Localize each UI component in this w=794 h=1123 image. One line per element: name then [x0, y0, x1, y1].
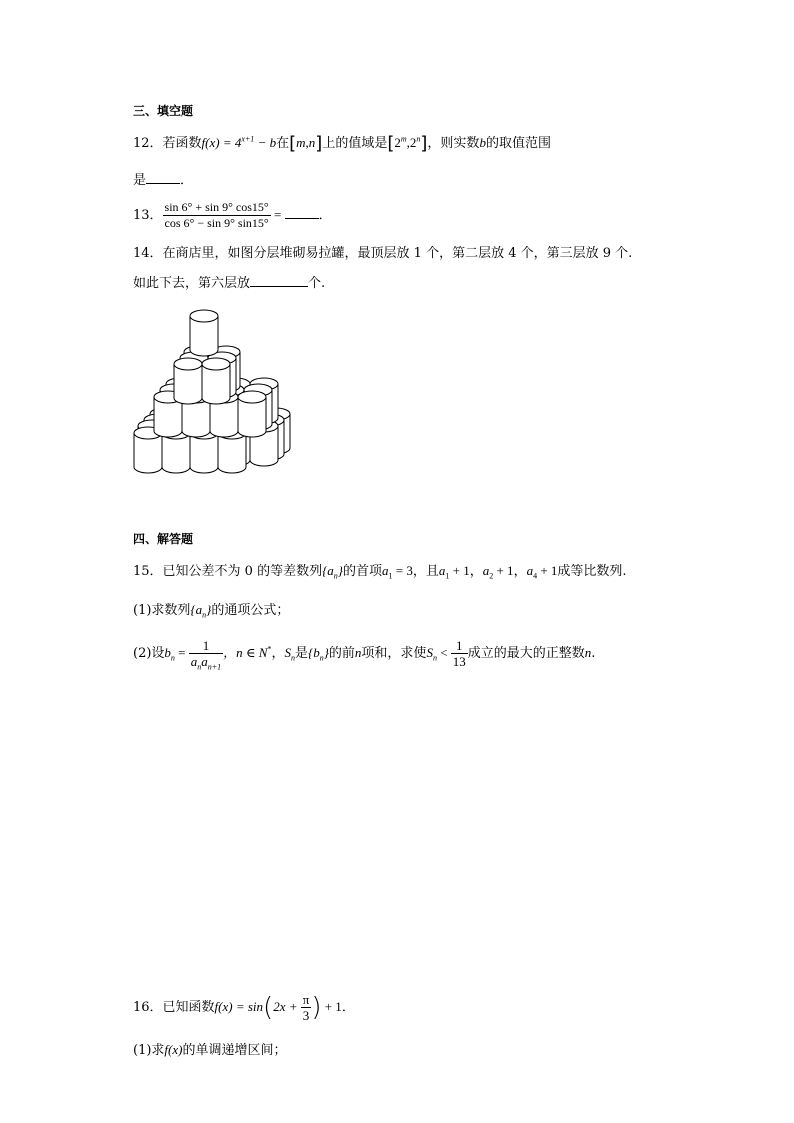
q14-line2-post: 个.: [308, 276, 326, 291]
q15-sn2: S: [426, 645, 433, 660]
q15-text-geo: 成等比数列.: [557, 564, 627, 579]
q12-bracket-right: ]: [315, 133, 323, 154]
q15-period: .: [591, 646, 596, 661]
q13-fraction: [163, 200, 271, 231]
q15-bn-frac-num: 1: [189, 638, 223, 654]
section-heading-fill-in: 三、填空题: [133, 104, 194, 118]
q15-den-b: a: [201, 654, 208, 669]
q12-interval: m,n: [296, 135, 316, 150]
q15-bn-sub: n: [170, 653, 175, 663]
question-14-line2: [133, 274, 325, 294]
q13-numerator: sin 6° + sin 9° cos15°: [164, 200, 269, 214]
q12-var-b: b: [479, 135, 486, 150]
q12-exponent: x+1: [241, 134, 255, 144]
q16-func: f(x) = sin: [214, 999, 264, 1014]
q15-bn-fraction: [189, 638, 223, 672]
q12-range-a-exp: m: [400, 134, 407, 144]
question-16-line1: [133, 990, 355, 1025]
q15-t2: a: [482, 563, 490, 578]
q15-ineq-num: 1: [451, 638, 468, 654]
q12-minus-b: − b: [254, 135, 277, 150]
q15-part1-post: 的通项公式；: [211, 603, 290, 618]
can-37: [190, 310, 218, 356]
q12-range-comma: ,: [406, 135, 410, 150]
section-heading-solve: 四、解答题: [133, 532, 194, 546]
q15-text-tail: 成立的最大的正整数: [467, 646, 585, 661]
q15-ineq-fraction: [451, 638, 468, 669]
q12-period: ．: [180, 173, 194, 188]
q16-part1-pre: (1)求: [133, 1043, 165, 1058]
q15-part1-seq-end: }: [206, 602, 212, 617]
q15-n-var: n: [354, 645, 362, 660]
q12-range-b-exp: n: [416, 134, 421, 144]
q15-t2-plus: + 1: [493, 563, 514, 578]
q15-t3-plus: + 1: [537, 563, 558, 578]
q12-prefix: 12．若函数: [133, 136, 202, 151]
q15-den-a: a: [190, 654, 198, 669]
q13-period: ．: [318, 208, 332, 223]
q15-a1: a: [382, 563, 389, 578]
question-15-part1: [133, 600, 289, 621]
question-12-line2: [133, 171, 193, 191]
q12-bracket-left: [: [289, 133, 297, 154]
q15-comma3: ，: [271, 646, 285, 661]
q16-pi-fraction: [301, 992, 312, 1023]
q15-lt: <: [436, 645, 451, 660]
q16-three: 3: [302, 1008, 310, 1023]
q15-part1-pre: (1)求数列: [133, 603, 191, 618]
q15-t3: a: [526, 563, 534, 578]
q14-answer-blank[interactable]: [250, 274, 308, 287]
q15-a1-sub: 1: [388, 571, 393, 581]
q16-part1-func: f(x): [164, 1042, 183, 1057]
q15-bn-eq: =: [174, 645, 189, 660]
question-16-part1: [133, 1040, 286, 1061]
q15-t1-sub: 1: [445, 571, 450, 581]
q15-sn-sub: n: [290, 653, 295, 663]
q12-answer-blank[interactable]: [146, 171, 180, 184]
q15-text-is: 是: [294, 646, 308, 661]
q12-line2-text: 是: [133, 173, 147, 188]
q16-period: ．: [341, 1000, 355, 1015]
question-12-line1: [133, 133, 551, 154]
q12-text-range: 上的值域是: [322, 136, 388, 151]
q16-pi: π: [302, 992, 310, 1007]
can-35: [174, 358, 202, 404]
q15-t3-sub: 4: [533, 571, 538, 581]
stacked-cans-figure: [128, 300, 298, 485]
q12-function: f(x) = 4: [201, 135, 242, 150]
q15-n-star: *: [267, 644, 272, 654]
question-15-part2: [133, 636, 595, 671]
q16-plus1: + 1: [321, 999, 342, 1014]
q15-sn: S: [284, 645, 291, 660]
q13-label: 13．: [133, 208, 163, 223]
can-36: [202, 358, 230, 404]
q15-part1-seq: {a: [190, 602, 203, 617]
q12-text-on: 在: [276, 136, 290, 151]
q16-paren-right: ): [311, 992, 322, 1023]
q16-part1-post: 的单调递增区间；: [182, 1043, 287, 1058]
q12-range-b: 2: [409, 135, 417, 150]
q15-bseq-end: }: [323, 645, 329, 660]
q16-inner: 2x +: [273, 999, 301, 1014]
q15-a1-val: = 3: [392, 563, 413, 578]
q15-seq: {a: [322, 563, 334, 578]
question-14-line1: 14．在商店里，如图分层堆砌易拉罐，最顶层放 1 个，第二层放 4 个，第三层放 9 个.: [133, 246, 633, 261]
q15-t2-sub: 2: [489, 571, 494, 581]
q12-range-a: 2: [394, 135, 401, 150]
q15-text-and: ，且: [412, 564, 439, 579]
q15-seq-end: }: [337, 563, 343, 578]
q12-text-tail: 的取值范围: [485, 136, 551, 151]
q15-n-end: n: [584, 645, 592, 660]
q15-text-sum: 的前: [328, 646, 355, 661]
q12-text-then: ，则实数: [427, 136, 480, 151]
q15-bseq-sub: n: [319, 653, 324, 663]
can-30: [238, 391, 266, 437]
q15-comma2: ，: [513, 564, 527, 579]
q15-sn2-sub: n: [432, 653, 437, 663]
q15-part1-seq-sub: n: [202, 610, 207, 620]
q16-paren-left: (: [263, 992, 274, 1023]
q15-den-sub1: n: [197, 662, 202, 672]
q13-denominator: cos 6° − sin 9° sin15°: [164, 216, 269, 230]
q15-t1-plus: + 1: [449, 563, 470, 578]
q15-bn-frac-den: [189, 654, 223, 672]
q13-equals: =: [270, 207, 285, 222]
q13-answer-blank[interactable]: [285, 206, 319, 219]
q15-text-first: 的首项: [342, 564, 382, 579]
q16-prefix: 16．已知函数: [133, 1000, 215, 1015]
q15-n-in: ，n ∈ N: [223, 645, 268, 660]
question-13: [133, 200, 332, 231]
q15-t1: a: [438, 563, 446, 578]
q15-bseq: {b: [308, 645, 320, 660]
q15-prefix: 15．已知公差不为 0 的等差数列: [133, 564, 323, 579]
q15-ineq-den: 13: [452, 654, 466, 669]
q14-line2-pre: 如此下去，第六层放: [133, 276, 251, 291]
q15-text-sum2: 项和，求使: [361, 646, 427, 661]
question-15-line1: [133, 561, 627, 582]
q15-den-sub2: n+1: [207, 662, 222, 672]
q15-comma1: ，: [469, 564, 483, 579]
q15-bn: b: [164, 645, 171, 660]
q12-range-bracket-left: [: [387, 133, 395, 154]
q15-seq-sub: n: [333, 571, 338, 581]
q15-part2-pre: (2)设: [133, 646, 165, 661]
q12-range-bracket-right: ]: [420, 133, 428, 154]
